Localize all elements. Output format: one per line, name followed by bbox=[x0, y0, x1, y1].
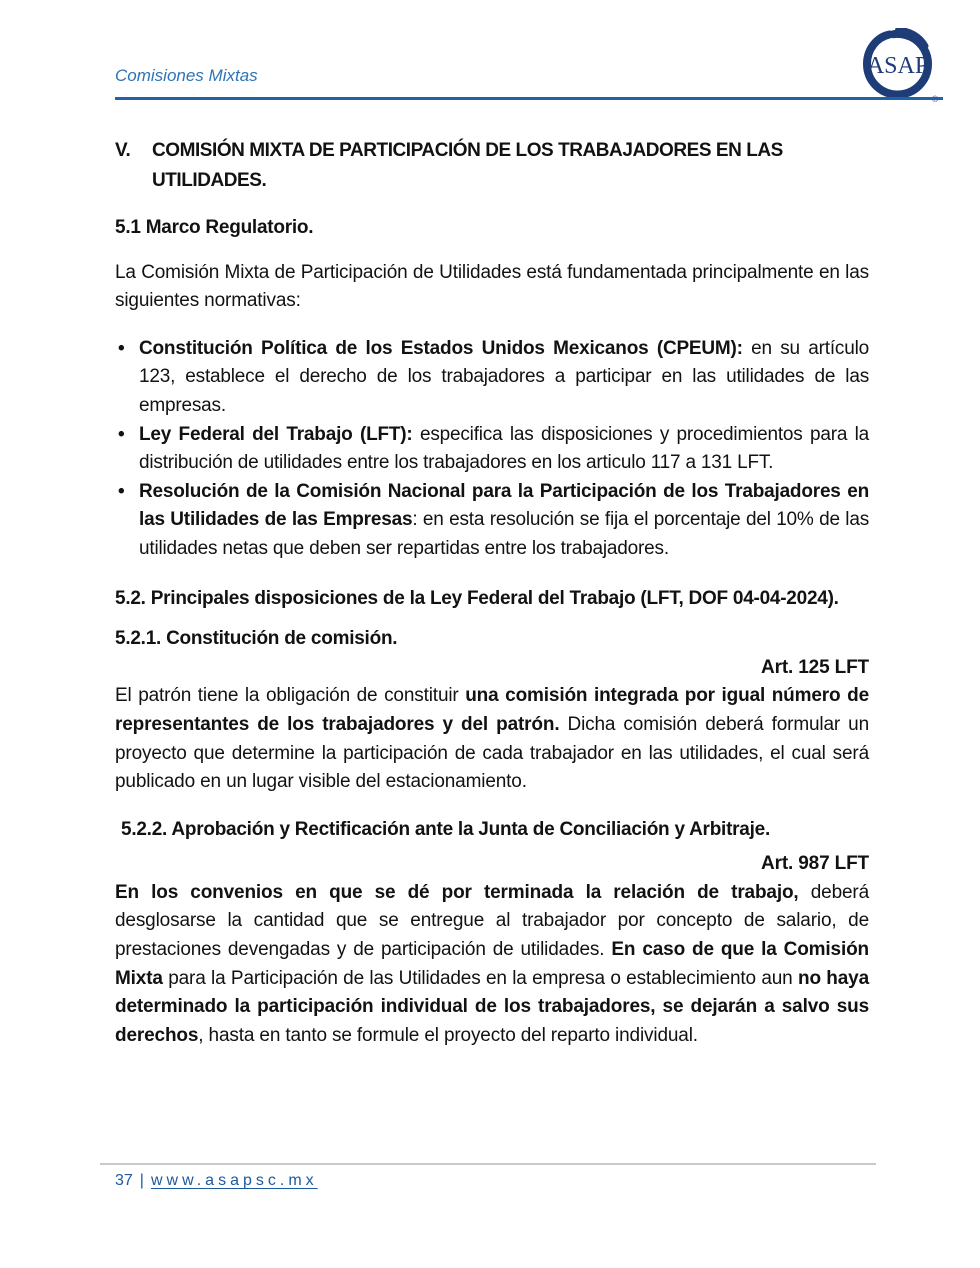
article-ref-125: Art. 125 LFT bbox=[761, 656, 869, 678]
header-rule bbox=[115, 97, 943, 100]
article-ref-987: Art. 987 LFT bbox=[761, 853, 869, 875]
intro-paragraph: La Comisión Mixta de Participación de Utilidades está fundamentada principalmente en las siguientes normativas: bbox=[115, 261, 869, 312]
list-item-resolucion: • Resolución de la Comisión Nacional para la Participación de los Trabajadores en las Utilidades de las Empresas: en esta resolución se fija el porcentaje del 10% de las utilidades netas que deben ser repartidas entre los trabajadores. bbox=[115, 478, 869, 564]
regulations-list bbox=[115, 335, 869, 564]
section-title bbox=[115, 136, 869, 196]
heading-5-2: 5.2. Principales disposiciones de la Ley Federal del Trabajo (LFT, DOF 04-04-2024). bbox=[115, 587, 839, 609]
page-number: 37 bbox=[115, 1172, 133, 1189]
list-item-lft: • Ley Federal del Trabajo (LFT): especifica las disposiciones y procedimientos para la distribución de utilidades entre los trabajadores en los articulo 117 a 131 LFT. bbox=[115, 421, 869, 478]
page-footer bbox=[115, 1172, 318, 1190]
paragraph-5-2-1: El patrón tiene la obligación de constituir una comisión integrada por igual número de representantes de los trabajadores y del patrón. Dicha comisión deberá formular un proyecto que determine la participación de cada trabajador en las utilidades, el cual será publicado en un lugar visible del estacionamiento. bbox=[115, 685, 869, 793]
site-link[interactable]: www.asapsc.mx bbox=[150, 1172, 318, 1189]
list-item-cpeum: • Constitución Política de los Estados Unidos Mexicanos (CPEUM): en su artículo 123, establece el derecho de los trabajadores a participar en las utilidades de las empresas. bbox=[115, 335, 869, 421]
footer-rule bbox=[100, 1163, 876, 1165]
heading-5-2-2: 5.2.2. Aprobación y Rectificación ante la Junta de Conciliación y Arbitraje. bbox=[121, 818, 770, 840]
paragraph-5-2-2: En los convenios en que se dé por terminada la relación de trabajo, deberá desglosarse la cantidad que se entregue al trabajador por concepto de salario, de prestaciones devengadas y de participación de utilidades. En caso de que la Comisión Mixta para la Participación de las Utilidades en la empresa o establecimiento aun no haya determinado la participación individual de los trabajadores, se dejarán a salvo sus derechos, hasta en tanto se formule el proyecto del reparto individual. bbox=[115, 881, 870, 1046]
section-numeral: V. bbox=[115, 140, 131, 161]
logo-text: ASAP bbox=[866, 53, 929, 79]
registered-mark: ® bbox=[931, 94, 939, 104]
section-title-text: COMISIÓN MIXTA DE PARTICIPACIÓN DE LOS TRABAJADORES EN LAS UTILIDADES. bbox=[152, 140, 783, 191]
asap-logo-icon bbox=[851, 28, 947, 104]
heading-5-1: 5.1 Marco Regulatorio. bbox=[115, 217, 314, 238]
footer-separator: | bbox=[139, 1172, 144, 1189]
heading-5-2-1: 5.2.1. Constitución de comisión. bbox=[115, 628, 398, 650]
header-doc-title: Comisiones Mixtas bbox=[115, 66, 258, 85]
document-content bbox=[115, 136, 869, 1069]
